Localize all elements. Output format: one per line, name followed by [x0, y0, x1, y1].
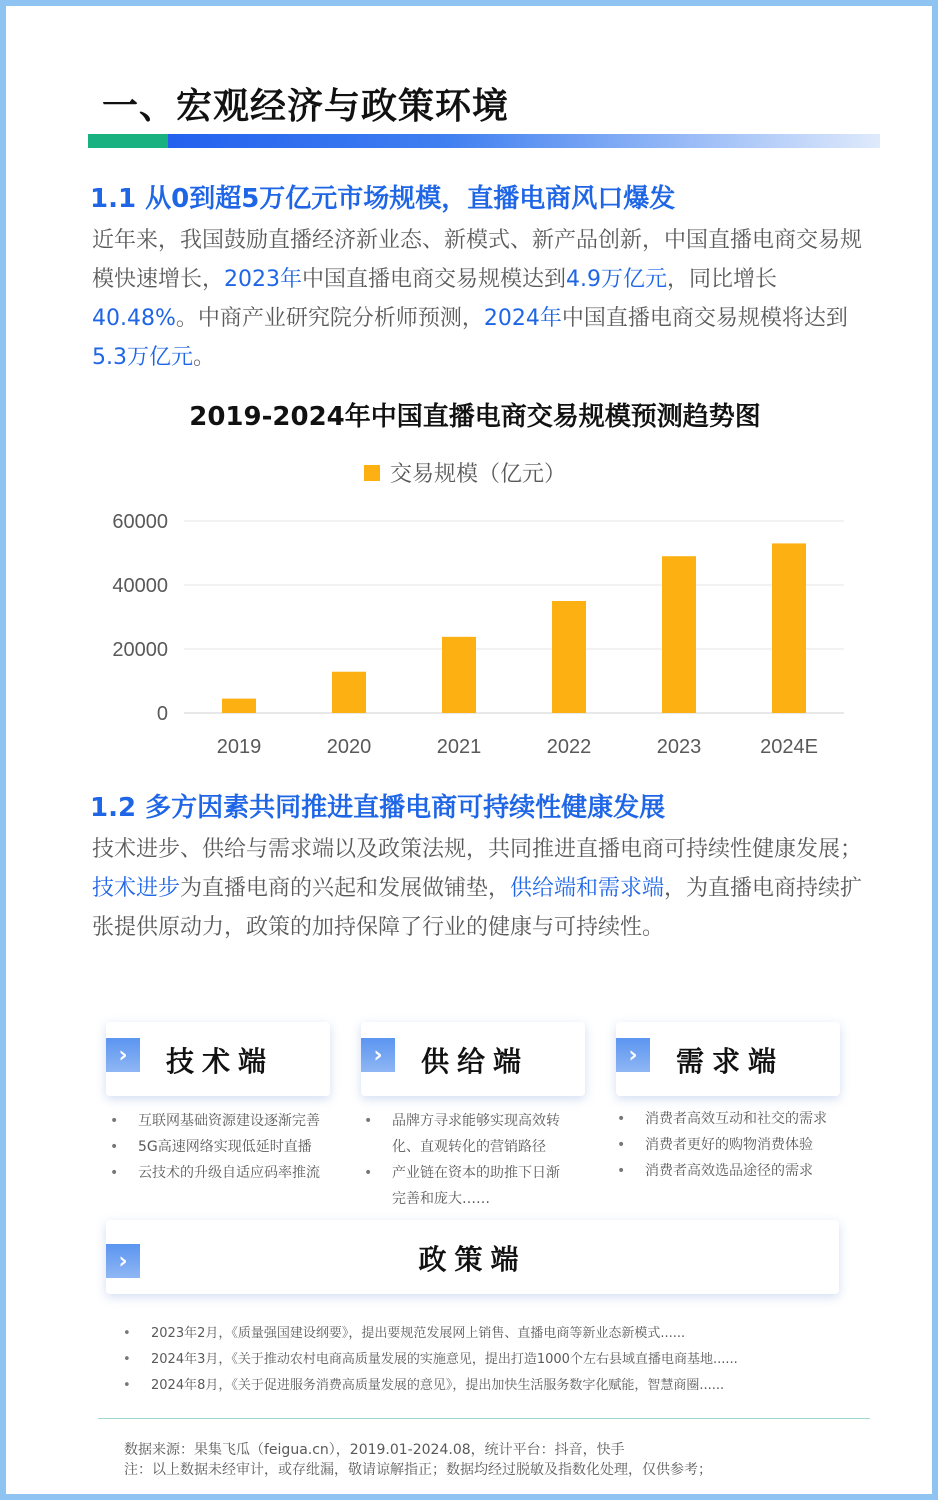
y-tick-label: 40000: [112, 575, 168, 597]
paragraph-text: ，同比增长: [667, 267, 778, 292]
chevron-right-icon: ›: [106, 1244, 140, 1278]
x-tick-label: 2022: [546, 736, 592, 758]
list-item: • 消费者高效互动和社交的需求: [615, 1106, 855, 1132]
y-tick-label: 60000: [112, 511, 168, 533]
x-tick-label: 2023: [656, 736, 702, 758]
list-item: • 5G高速网络实现低延时直播: [108, 1134, 338, 1160]
chevron-right-icon: ›: [106, 1038, 140, 1072]
legend-swatch: [364, 465, 380, 481]
highlight-text: 40.48%: [92, 306, 176, 331]
bar: [662, 556, 696, 713]
x-tick-label: 2021: [436, 736, 482, 758]
legend-label: 交易规模（亿元）: [390, 462, 567, 487]
section-title: 一、宏观经济与政策环境: [102, 86, 510, 127]
chevron-right-icon: ›: [361, 1038, 395, 1072]
card-tech-list: [108, 1108, 338, 1186]
card-demand: [616, 1022, 840, 1096]
paragraph-text: 。中商产业研究院分析师预测，: [175, 306, 484, 331]
paragraph-text: 近年来，我国鼓励直播经济新业态、新模式、新产品创新，中国直播电商交易规模快速增长，: [92, 228, 863, 292]
highlight-text: 4.9万亿元: [566, 267, 668, 292]
bar: [772, 543, 806, 713]
list-item: • 互联网基础资源建设逐渐完善: [108, 1108, 338, 1134]
card-demand-title: 需求端: [676, 1045, 785, 1078]
footer-divider: [98, 1418, 870, 1419]
list-item: • 消费者高效选品途径的需求: [615, 1158, 855, 1184]
footer-source: 数据来源：果集飞瓜（feigua.cn），2019.01-2024.08，统计平台：抖音，快手: [124, 1442, 625, 1458]
highlight-text: 5.3万亿元: [92, 345, 193, 370]
paragraph-text: 。: [193, 345, 216, 370]
card-policy: [106, 1220, 839, 1294]
paragraph-text: 中国直播电商交易规模达到: [302, 267, 567, 292]
chart-legend: [364, 457, 566, 488]
card-policy-title: 政策端: [418, 1243, 527, 1276]
highlight-text: 2023年: [224, 267, 303, 292]
footer-note: 注：以上数据未经审计，或存纰漏，敬请谅解指正；数据均经过脱敏及指数化处理，仅供参考；: [124, 1462, 712, 1478]
highlight-text: 2024年: [483, 306, 562, 331]
paragraph-text: 为直播电商的兴起和发展做铺垫，: [180, 876, 511, 901]
y-tick-label: 0: [156, 703, 168, 725]
y-tick-label: 20000: [112, 639, 168, 661]
list-item: • 2023年2月，《质量强国建设纲要》，提出要规范发展网上销售、直播电商等新业态新模式......: [121, 1321, 861, 1347]
paragraph-text: 中国直播电商交易规模将达到: [561, 306, 848, 331]
subsection-2-title: 1.2 多方因素共同推进直播电商可持续性健康发展: [90, 793, 666, 823]
paragraph-text: ，为直播电商持续扩张提供原动力，政策的加持保障了行业的健康与可持续性。: [92, 876, 863, 940]
bar: [552, 601, 586, 713]
subsection-1-title: 1.1 从0到超5万亿元市场规模，直播电商风口爆发: [90, 184, 676, 214]
x-tick-label: 2020: [326, 736, 372, 758]
list-item: • 产业链在资本的助推下日渐完善和庞大……: [362, 1160, 572, 1212]
x-tick-label: 2019: [216, 736, 262, 758]
list-item: • 2024年3月，《关于推动农村电商高质量发展的实施意见，提出打造1000个左右县域直播电商基地......: [121, 1347, 861, 1373]
paragraph-text: 技术进步、供给与需求端以及政策法规，共同推进直播电商可持续性健康发展；: [92, 837, 863, 862]
card-demand-list: [615, 1106, 855, 1184]
list-item: • 品牌方寻求能够实现高效转化、直观转化的营销路径: [362, 1108, 572, 1160]
highlight-text: 技术进步: [92, 876, 181, 901]
bar: [222, 699, 256, 713]
card-tech: [106, 1022, 330, 1096]
bar-chart: [6, 501, 938, 766]
bar: [332, 672, 366, 713]
title-underline-accent: [88, 134, 168, 148]
subsection-2-paragraph: [92, 830, 882, 947]
card-supply-list: [362, 1108, 572, 1212]
highlight-text: 供给端和需求端: [510, 876, 665, 901]
footer: [124, 1440, 712, 1480]
card-supply-title: 供给端: [421, 1045, 530, 1078]
list-item: • 云技术的升级自适应码率推流: [108, 1160, 338, 1186]
list-item: • 消费者更好的购物消费体验: [615, 1132, 855, 1158]
card-supply: [361, 1022, 585, 1096]
title-underline-bar: [88, 134, 880, 148]
bar: [442, 637, 476, 713]
x-tick-label: 2024E: [760, 736, 818, 758]
card-policy-list: [121, 1321, 861, 1399]
card-tech-title: 技术端: [166, 1045, 275, 1078]
list-item: • 2024年8月，《关于促进服务消费高质量发展的意见》，提出加快生活服务数字化赋能，智慧商圈......: [121, 1373, 861, 1399]
subsection-1-paragraph: [92, 221, 882, 377]
chevron-right-icon: ›: [616, 1038, 650, 1072]
chart-title: 2019-2024年中国直播电商交易规模预测趋势图: [189, 402, 761, 432]
